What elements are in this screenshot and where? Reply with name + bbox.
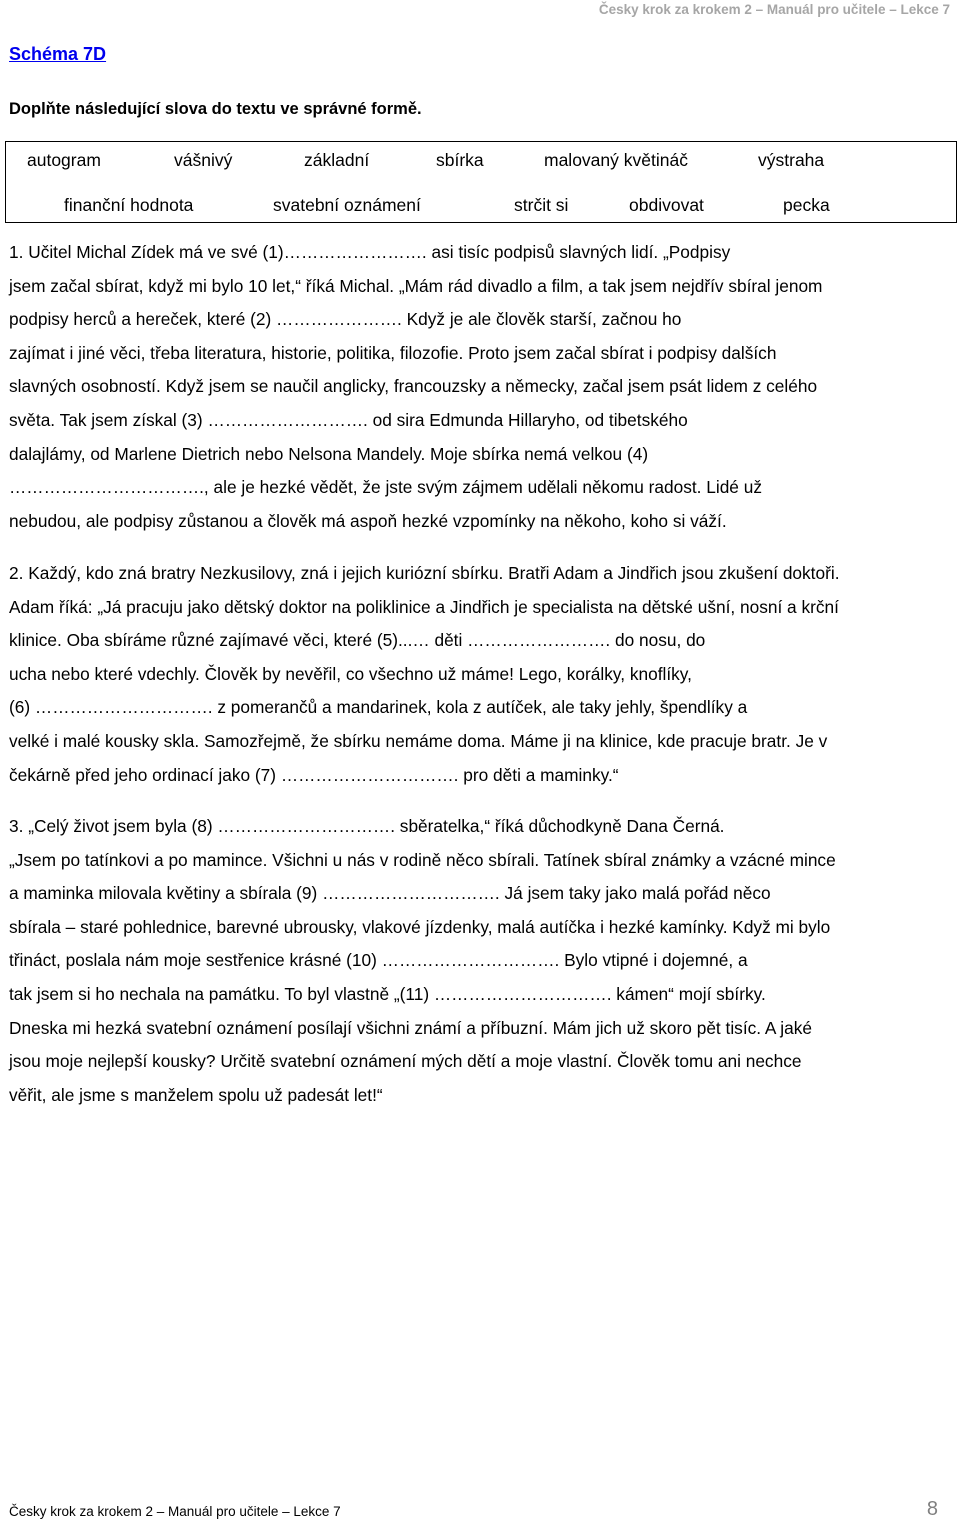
word-bank-item: sbírka [436,150,484,170]
text-line: Adam říká: „Já pracuju jako dětský doktor na poliklinice a Jindřich je specialista na dětské ušní, nosní a krční [9,596,839,617]
text-line: 1. Učitel Michal Zídek má ve své (1)……………………. asi tisíc podpisů slavných lidí. „Podpisy [9,242,731,262]
text-line: nebudou, ale podpisy zůstanou a člověk má aspoň hezké vzpomínky na někoho, koho si váží. [9,510,727,531]
word-bank-item: vášnivý [174,150,233,170]
word-bank-item: obdivovat [629,195,704,215]
text-line: ……………………………., ale je hezké vědět, že jste svým zájmem udělali někomu radost. Lidé už [9,477,762,498]
text-line: velké i malé kousky skla. Samozřejmě, že sbírku nemáme doma. Máme ji na klinice, kde pracuje bratr. Je v [9,730,828,751]
text-line: sbírala – staré pohlednice, barevné ubrousky, vlakové jízdenky, malá autíčka i hezké kamínky. Když mi bylo [9,916,831,937]
page-title: Schéma 7D [9,44,107,64]
text-line: světa. Tak jsem získal (3) ………………………. od sira Edmunda Hillaryho, od tibetského [9,409,688,430]
text-line: dalajlámy, od Marlene Dietrich nebo Nelsona Mandely. Moje sbírka nemá velkou (4) [9,443,649,464]
text-line: zajímat i jiné věci, třeba literatura, historie, politika, filozofie. Proto jsem začal sbírat i podpisy dalších [9,342,777,363]
text-line: podpisy herců a hereček, které (2) …………………. Když je ale člověk starší, začnou ho [9,309,682,330]
text-line: klinice. Oba sbíráme různé zajímavé věci, které (5)...… děti ……………………. do nosu, do [9,630,706,651]
text-line: Dneska mi hezká svatební oznámení posílají všichni známí a příbuzní. Mám jich už skoro pět tisíc. A jaké [9,1017,812,1038]
text-line: slavných osobností. Když jsem se naučil anglicky, francouzsky a německy, začal jsem psát lidem z celého [9,376,818,397]
exercise-paragraph-2 [9,557,954,792]
word-bank-item: základní [304,150,370,170]
word-bank-item: pecka [783,195,830,215]
text-line: věřit, ale jsme s manželem spolu už padesát let!“ [9,1084,383,1105]
exercise-paragraph-1 [9,236,954,538]
text-line: 2. Každý, kdo zná bratry Nezkusilovy, zná i jejich kuriózní sbírku. Bratři Adam a Jindřich jsou zkušení doktoři. [9,563,840,583]
text-line: jsou moje nejlepší kousky? Určitě svatební oznámení mých dětí a moje vlastní. Člověk tomu ani nechce [9,1051,802,1072]
text-line: „Jsem po tatínkovi a po mamince. Všichni u nás v rodině něco sbírali. Tatínek sbíral známky a vzácné mince [9,849,836,870]
word-bank-item: strčit si [514,195,569,215]
text-line: (6) …………………………. z pomerančů a mandarinek, kola z autíček, ale taky jehly, špendlíky a [9,697,748,718]
text-line: 3. „Celý život jsem byla (8) …………………………. sběratelka,“ říká důchodkyně Dana Černá. [9,816,725,836]
word-bank-item: finanční hodnota [64,195,194,215]
running-footer: Česky krok za krokem 2 – Manuál pro učitele – Lekce 7 [9,1504,341,1519]
word-bank-item: autogram [27,150,101,170]
word-bank-item: malovaný květináč [544,150,688,170]
running-header: Česky krok za krokem 2 – Manuál pro učitele – Lekce 7 [598,2,950,17]
word-bank-item: svatební oznámení [273,195,421,215]
exercise-instruction: Doplňte následující slova do textu ve správné formě. [9,100,422,118]
text-line: jsem začal sbírat, když mi bylo 10 let,“ říká Michal. „Mám rád divadlo a film, a tak jsem nejdřív sbíral jenom [9,275,823,296]
text-line: a maminka milovala květiny a sbírala (9) …………………………. Já jsem taky jako malá pořád něco [9,883,771,904]
text-line: čekárně před jeho ordinací jako (7) …………………………. pro děti a maminky.“ [9,764,619,785]
word-bank-item: výstraha [758,150,825,170]
text-line: ucha nebo které vdechly. Člověk by nevěřil, co všechno už máme! Lego, korálky, knoflíky, [9,663,692,684]
exercise-paragraph-3 [9,810,954,1112]
page-number: 8 [926,1498,938,1520]
text-line: třináct, poslala nám moje sestřenice krásné (10) …………………………. Bylo vtipné i dojemné, a [9,950,748,971]
word-bank-box [5,141,957,223]
text-line: tak jsem si ho nechala na památku. To byl vlastně „(11) …………………………. kámen“ mojí sbírky. [9,983,766,1004]
